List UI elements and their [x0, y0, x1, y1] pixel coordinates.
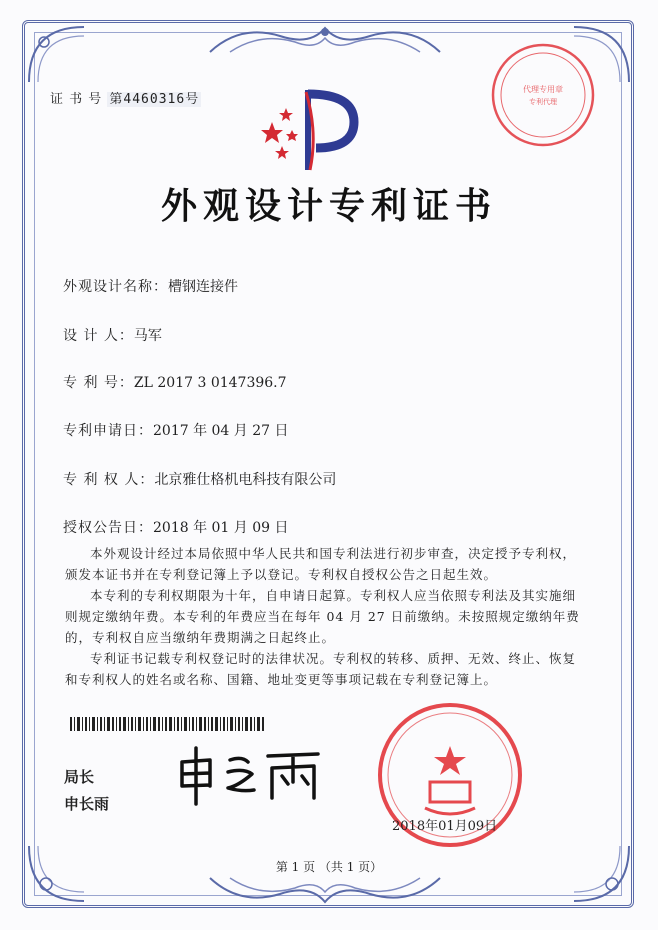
- design-name-label: 外观设计名称：: [63, 279, 168, 295]
- filing-date-label: 专利申请日：: [63, 423, 153, 439]
- body-paragraph-2: 本专利的专利权期限为十年，自申请日起算。专利权人应当依照专利法及其实施细则规定缴纳年费。本专利的年费应当在每年 04 月 27 日前缴纳。未按照规定缴纳年费的，专利权自应当缴纳年费期满之日起终止。: [65, 588, 580, 645]
- signatory-name: 申长雨: [64, 795, 110, 813]
- body-paragraph-1: 本外观设计经过本局依照中华人民共和国专利法进行初步审查，决定授予专利权，颁发本证书并在专利登记簿上予以登记。专利权自授权公告之日起生效。: [65, 546, 577, 582]
- top-ornament: [200, 22, 450, 58]
- designer-label: 设 计 人：: [63, 328, 134, 344]
- design-name-row: [63, 276, 238, 296]
- patent-number-label: 专 利 号：: [63, 375, 134, 391]
- designer-value: 马军: [133, 328, 162, 344]
- grant-date-value: 2018 年 01 月 09 日: [153, 520, 289, 536]
- certificate-number: [50, 88, 201, 107]
- filing-date-row: [63, 420, 289, 440]
- certificate-number-label: 证 书 号: [50, 92, 103, 107]
- patentee-label: 专 利 权 人：: [63, 472, 155, 488]
- design-name-value: 槽钢连接件: [168, 279, 238, 295]
- grant-date-label: 授权公告日：: [63, 520, 153, 536]
- page-number: 第 1 页 （共 1 页）: [275, 860, 383, 874]
- cnipa-logo-icon: [258, 82, 362, 178]
- body-paragraph-3: 专利证书记载专利权登记时的法律状况。专利权的转移、质押、无效、终止、恢复和专利权人的姓名或名称、国籍、地址变更等事项记载在专利登记簿上。: [65, 651, 577, 687]
- seal-date: 2018年01月09日: [392, 819, 498, 834]
- patentee-value: 北京雅仕格机电科技有限公司: [154, 472, 337, 488]
- patentee-row: [63, 469, 336, 489]
- handwritten-signature: [168, 742, 338, 808]
- bottom-ornament: [200, 872, 450, 908]
- agency-seal: [488, 40, 598, 150]
- svg-text:专利代理: 专利代理: [529, 98, 557, 106]
- certificate-title: 外观设计专利证书: [160, 185, 497, 227]
- grant-date-row: [63, 517, 289, 537]
- patent-number-value: ZL 2017 3 0147396.7: [133, 375, 287, 391]
- patent-number-row: [63, 372, 287, 392]
- corner-ornament-tl: [24, 22, 94, 92]
- signatory-title: 局长: [64, 768, 95, 786]
- svg-text:代理专用章: 代理专用章: [523, 85, 563, 94]
- barcode: [70, 717, 266, 731]
- designer-row: [63, 325, 162, 345]
- certificate-number-value: 第4460316号: [109, 92, 200, 107]
- filing-date-value: 2017 年 04 月 27 日: [153, 423, 289, 439]
